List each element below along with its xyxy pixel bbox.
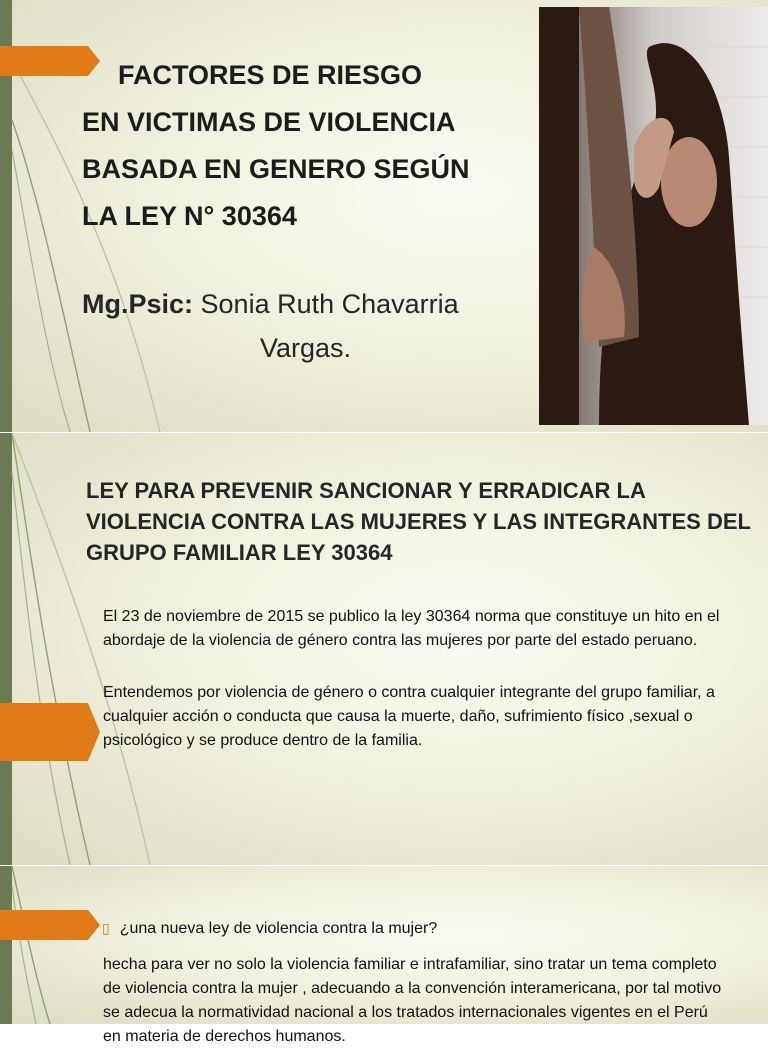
title-line-4: LA LEY N° 30364: [82, 201, 297, 231]
author-name-1: Sonia Ruth Chavarria: [193, 289, 459, 319]
slide-title: [0, 0, 768, 432]
paragraph-explanation: hecha para ver no solo la violencia familiar e intrafamiliar, sino tratar un tema completo de violencia contra la mujer , adecuando a la convención interamericana, por tal motivo se adecua la normatividad nacional a los tratados internacionales vigentes en el Perú en materia de derechos humanos.: [103, 956, 722, 1045]
title-line-1: FACTORES DE RIESGO: [118, 60, 423, 90]
author: [82, 282, 542, 370]
orange-bullet-icon: ▯: [102, 920, 110, 936]
question-text: ¿una nueva ley de violencia contra la mujer?: [119, 920, 438, 937]
author-role: Mg.Psic:: [82, 289, 194, 319]
slide-law: [0, 433, 768, 865]
slide-new-law: [0, 866, 768, 1045]
paragraph-publication: El 23 de noviembre de 2015 se publico la ley 30364 norma que constituye un hito en el abordaje de la violencia de género contra las mujeres por parte del estado peruano.: [103, 608, 720, 649]
author-name-2: Vargas.: [260, 333, 352, 363]
orange-arrow-icon: [0, 910, 102, 940]
orange-arrow-icon: [0, 703, 102, 761]
slide-title-text: [82, 52, 552, 240]
law-title: LEY PARA PREVENIR SANCIONAR Y ERRADICAR LA VIOLENCIA CONTRA LAS MUJERES Y LAS INTEGRANTES DEL GRUPO FAMILIAR LEY 30364: [86, 478, 751, 565]
title-line-3: BASADA EN GENERO SEGÚN: [82, 154, 470, 184]
paragraph-definition: Entendemos por violencia de género o contra cualquier integrante del grupo familiar, a cualquier acción o conducta que causa la muerte, daño, sufrimiento físico ,sexual o psicológico y se produce dentro de la familia.: [103, 684, 715, 749]
question-bullet: [102, 920, 437, 938]
photo-violence-victim: [539, 7, 768, 425]
title-line-2: EN VICTIMAS DE VIOLENCIA: [82, 107, 456, 137]
